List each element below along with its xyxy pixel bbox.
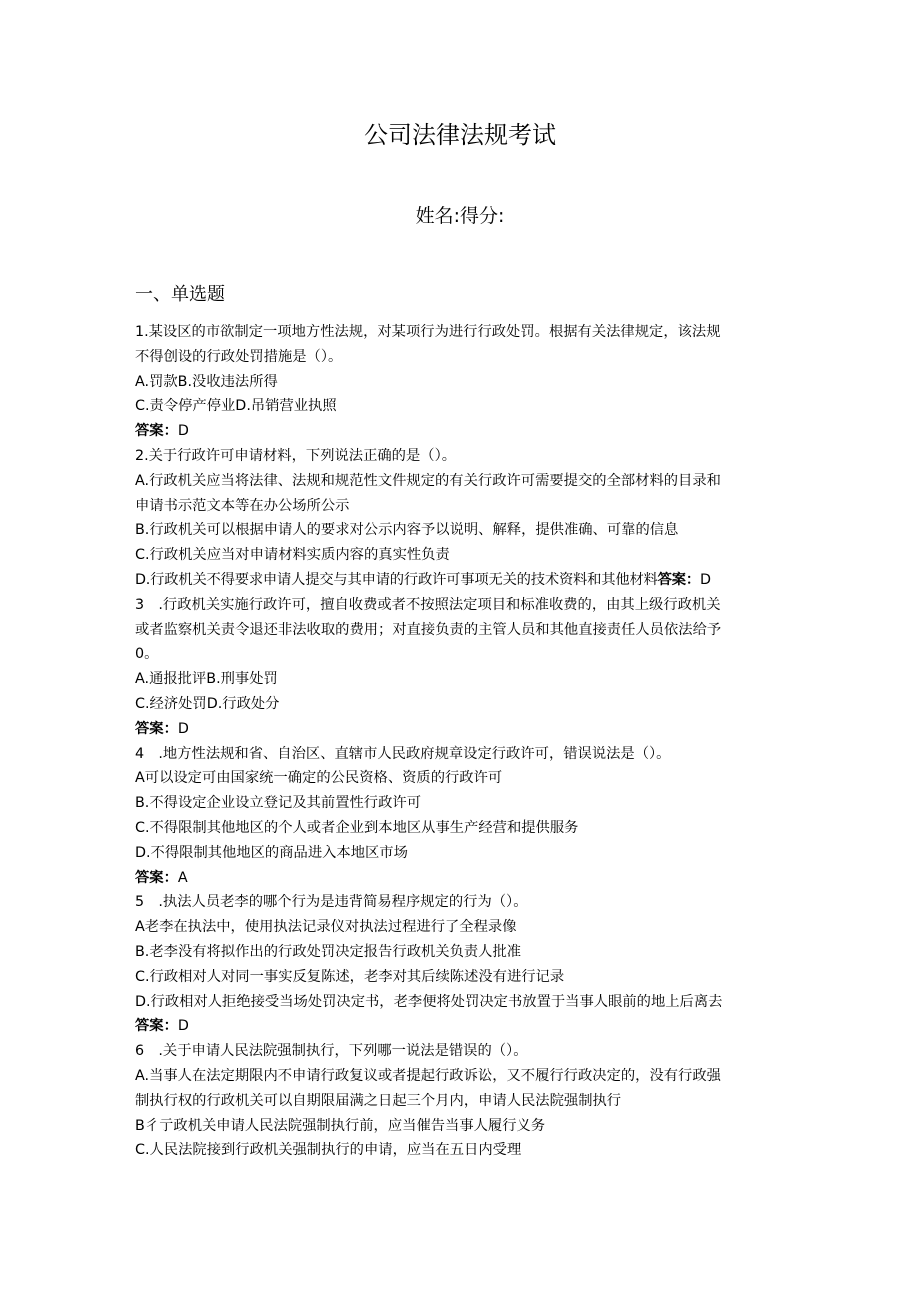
answer-line: [135, 717, 785, 742]
line-text: A.罚款B.没收违法所得: [135, 373, 278, 390]
text-line: [135, 742, 785, 767]
text-line: [135, 841, 785, 866]
answer-value: A: [177, 869, 188, 886]
answer-line: [135, 866, 785, 891]
text-line: [135, 1089, 785, 1114]
line-text: 1.某设区的市欲制定一项地方性法规，对某项行为进行行政处罚。根据有关法律规定，该法规: [135, 324, 721, 340]
line-text: C.人民法院接到行政机关强制执行的申请，应当在五日内受理: [135, 1142, 522, 1159]
text-line: [135, 940, 785, 965]
text-line: [135, 370, 785, 395]
line-text: A可以设定可由国家统一确定的公民资格、资质的行政许可: [135, 770, 503, 787]
text-line: [135, 692, 785, 717]
text-line: [135, 394, 785, 419]
text-line: [135, 965, 785, 990]
line-text: 0。: [135, 646, 159, 663]
text-line: [135, 1064, 785, 1089]
line-text: A.通报批评B.刑事处罚: [135, 671, 278, 688]
line-text: C.行政相对人对同一事实反复陈述，老李对其后续陈述没有进行记录: [135, 968, 565, 985]
line-text: D.行政相对人拒绝接受当场处罚决定书，老李便将处罚决定书放置于当事人眼前的地上后离去: [135, 993, 723, 1010]
text-line: [135, 543, 785, 568]
line-text: A老李在执法中，使用执法记录仪对执法过程进行了全程录像: [135, 919, 517, 936]
text-line: [135, 618, 785, 643]
text-line: [135, 345, 785, 370]
document-title: 公司法律法规考试: [364, 121, 556, 149]
line-text: 制执行权的行政机关可以自期限届满之日起三个月内，申请人民法院强制执行: [135, 1092, 622, 1109]
line-text: C.行政机关应当对申请材料实质内容的真实性负责: [135, 547, 450, 564]
line-text: 不得创设的行政处罚措施是（）。: [135, 348, 343, 365]
section-heading: 一、单选题: [135, 284, 225, 305]
name-score-line: 姓名:得分:: [415, 205, 505, 227]
line-text: D.不得限制其他地区的商品进入本地区市场: [135, 844, 408, 861]
line-text: A.行政机关应当将法律、法规和规范性文件规定的有关行政许可需要提交的全部材料的目录和: [135, 472, 721, 489]
line-text: D.行政机关不得要求申请人提交与其申请的行政许可事项无关的技术资料和其他材料: [135, 571, 658, 588]
answer-value: D: [177, 720, 189, 737]
answer-label: 答案：: [135, 869, 178, 886]
answer-value: D: [177, 1018, 189, 1035]
text-line: [135, 568, 785, 593]
line-text: 5 .执法人员老李的哪个行为是违背简易程序规定的行为（）。: [135, 894, 528, 911]
text-line: [135, 1114, 785, 1139]
line-text: B彳亍政机关申请人民法院强制执行前，应当催告当事人履行义务: [135, 1117, 546, 1134]
text-line: [135, 890, 785, 915]
answer-label: 答案：: [657, 571, 700, 588]
text-line: [135, 518, 785, 543]
answer-value: D: [699, 571, 711, 588]
line-text: 6 .关于申请人民法院强制执行，下列哪一说法是错误的（）。: [135, 1043, 528, 1060]
text-line: [135, 320, 785, 345]
text-line: [135, 593, 785, 618]
line-text: 或者监察机关责令退还非法收取的费用；对直接负责的主管人员和其他直接责任人员依法给予: [135, 621, 722, 638]
text-line: [135, 816, 785, 841]
line-text: 2.关于行政许可申请材料，下列说法正确的是（）。: [135, 447, 457, 464]
text-line: [135, 469, 785, 494]
answer-value: D: [177, 423, 189, 440]
answer-line: [135, 1014, 785, 1039]
line-text: C.经济处罚D.行政处分: [135, 695, 280, 712]
line-text: C.责令停产停业D.吊销营业执照: [135, 398, 337, 415]
text-line: [135, 1138, 785, 1163]
text-line: [135, 494, 785, 519]
line-text: 申请书示范文本等在办公场所公示: [135, 497, 350, 514]
answer-line: [135, 419, 785, 444]
text-line: [135, 1039, 785, 1064]
text-line: [135, 444, 785, 469]
line-text: B.老李没有将拟作出的行政处罚决定报告行政机关负责人批准: [135, 943, 522, 960]
text-line: [135, 766, 785, 791]
line-text: C.不得限制其他地区的个人或者企业到本地区从事生产经营和提供服务: [135, 819, 579, 836]
text-line: [135, 915, 785, 940]
answer-label: 答案：: [135, 423, 178, 440]
answer-label: 答案：: [135, 720, 178, 737]
text-line: [135, 667, 785, 692]
text-line: [135, 642, 785, 667]
line-text: B.行政机关可以根据申请人的要求对公示内容予以说明、解释，提供准确、可靠的信息: [135, 522, 679, 539]
line-text: 3 .行政机关实施行政许可，擅自收费或者不按照法定项目和标准收费的，由其上级行政机关: [135, 596, 721, 613]
text-line: [135, 990, 785, 1015]
line-text: 4 .地方性法规和省、自治区、直辖市人民政府规章设定行政许可，错误说法是（）。: [135, 745, 671, 762]
text-line: [135, 791, 785, 816]
question-list: [135, 320, 785, 1163]
answer-label: 答案：: [135, 1018, 178, 1035]
line-text: B.不得设定企业设立登记及其前置性行政许可: [135, 795, 421, 812]
line-text: A.当事人在法定期限内不申请行政复议或者提起行政诉讼，又不履行行政决定的，没有行政强: [135, 1067, 721, 1084]
